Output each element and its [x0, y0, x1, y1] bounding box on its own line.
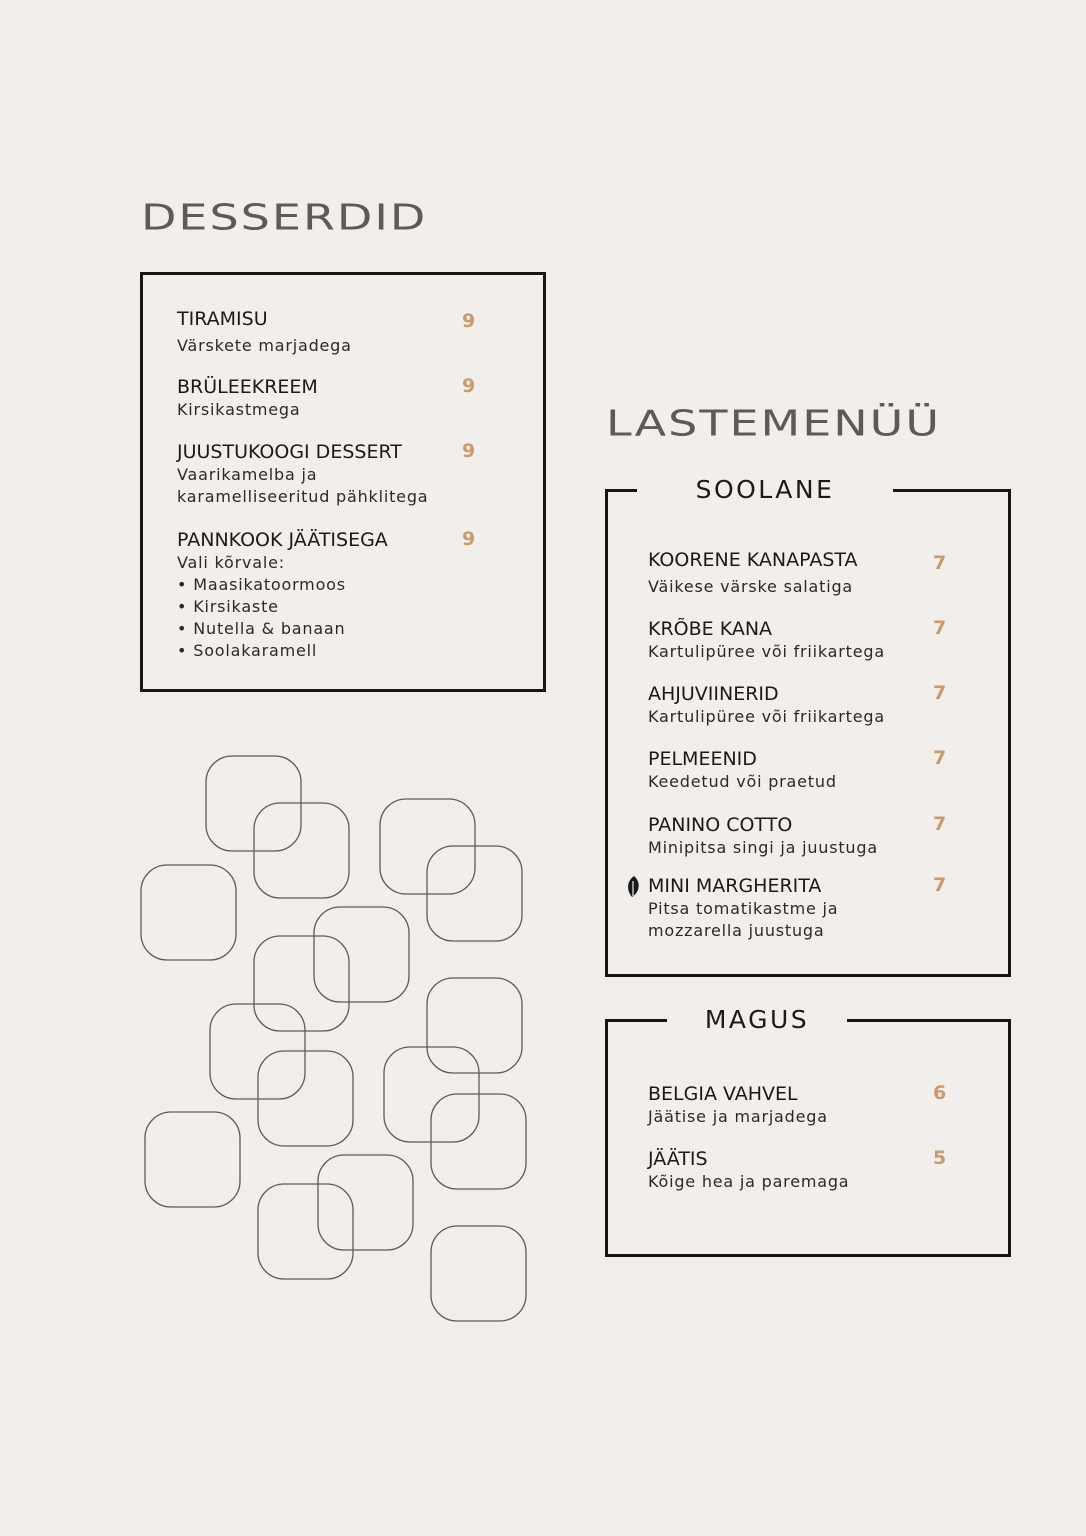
item-name: KRÕBE KANA: [648, 618, 773, 640]
item-name: KOORENE KANAPASTA: [648, 549, 858, 571]
deco-square: [258, 1184, 353, 1279]
item-name: PANNKOOK JÄÄTISEGA: [177, 529, 388, 551]
option-item: • Maasikatoormoos: [177, 574, 388, 596]
item-price: 9: [462, 528, 476, 550]
deco-square: [318, 1155, 413, 1250]
item-desc: mozzarella juustuga: [648, 921, 825, 940]
item-name: BELGIA VAHVEL: [648, 1083, 798, 1105]
item-price: 9: [462, 310, 476, 332]
item-desc: Vali kõrvale:: [177, 553, 285, 572]
item-desc: Vaarikamelba ja: [177, 465, 318, 484]
item-name: PANINO COTTO: [648, 814, 793, 836]
deco-square: [431, 1226, 526, 1321]
magus-label: MAGUS: [667, 1004, 847, 1036]
item-name: AHJUVIINERID: [648, 683, 779, 705]
item-desc: Väikese värske salatiga: [648, 577, 854, 596]
lastemenuu-heading: LASTEMENÜÜ: [606, 402, 942, 445]
item-name: JUUSTUKOOGI DESSERT: [177, 441, 402, 463]
item-price: 7: [933, 813, 947, 835]
item-price: 7: [933, 874, 947, 896]
item-desc: Värskete marjadega: [177, 336, 352, 355]
item-desc: Keedetud või praetud: [648, 772, 837, 791]
soolane-label: SOOLANE: [637, 474, 893, 506]
item-desc: Pitsa tomatikastme ja: [648, 899, 839, 918]
option-item: • Soolakaramell: [177, 640, 388, 662]
item-desc: Minipitsa singi ja juustuga: [648, 838, 878, 857]
item-name: MINI MARGHERITA: [648, 875, 822, 897]
deco-square: [145, 1112, 240, 1207]
deco-square: [314, 907, 409, 1002]
desserdid-heading: DESSERDID: [141, 196, 428, 239]
option-item: • Kirsikaste: [177, 596, 388, 618]
item-desc: Kirsikastmega: [177, 400, 301, 419]
item-price: 7: [933, 682, 947, 704]
item-desc: Kõige hea ja paremaga: [648, 1172, 850, 1191]
item-name: TIRAMISU: [177, 308, 268, 330]
item-name: PELMEENID: [648, 748, 757, 770]
item-desc: Kartulipüree või friikartega: [648, 642, 885, 661]
item-price: 9: [462, 440, 476, 462]
item-desc: Jäätise ja marjadega: [648, 1107, 828, 1126]
item-price: 7: [933, 747, 947, 769]
item-desc: karamelliseeritud pähklitega: [177, 487, 429, 506]
item-price: 9: [462, 375, 476, 397]
item-price: 5: [933, 1147, 947, 1169]
item-name: JÄÄTIS: [648, 1148, 708, 1170]
item-price: 7: [933, 552, 947, 574]
option-item: • Nutella & banaan: [177, 618, 388, 640]
deco-square: [141, 865, 236, 960]
item-price: 7: [933, 617, 947, 639]
item-price: 6: [933, 1082, 947, 1104]
item-name: BRÜLEEKREEM: [177, 376, 318, 398]
item-desc: Kartulipüree või friikartega: [648, 707, 885, 726]
